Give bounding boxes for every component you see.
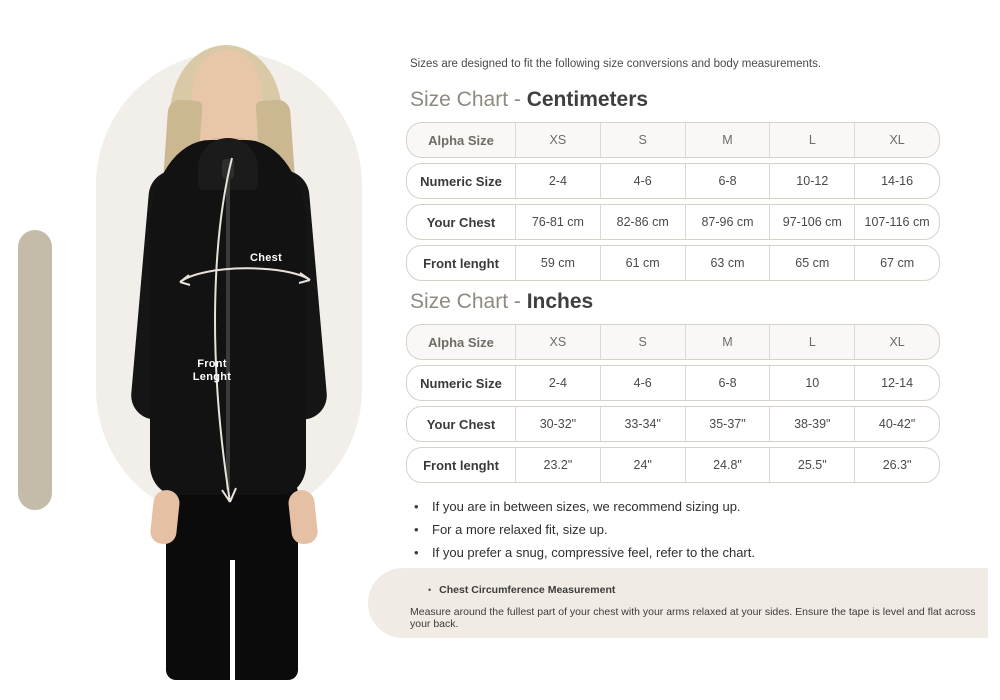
measurement-note-title: Chest Circumference Measurement <box>439 584 616 596</box>
table-cell: XL <box>854 325 939 359</box>
table-cell: 82-86 cm <box>600 205 685 239</box>
tip-text: For a more relaxed fit, size up. <box>432 522 608 537</box>
list-item <box>414 544 934 561</box>
table-cell: 26.3" <box>854 448 939 482</box>
table-cell: 33-34" <box>600 407 685 441</box>
table-cell: 4-6 <box>600 366 685 400</box>
table-cell: 4-6 <box>600 164 685 198</box>
how-to-measure-tab <box>18 230 52 510</box>
bullet-icon: • <box>414 499 419 514</box>
size-chart-in-title <box>410 290 940 314</box>
table-cell: 2-4 <box>515 366 600 400</box>
table-cell: S <box>600 325 685 359</box>
table-row <box>406 122 940 158</box>
table-cell: M <box>685 325 770 359</box>
table-cell: 10 <box>769 366 854 400</box>
table-cell: XS <box>515 123 600 157</box>
table-row <box>406 324 940 360</box>
table-cell: 2-4 <box>515 164 600 198</box>
row-label: Alpha Size <box>428 334 494 350</box>
tip-text: If you prefer a snug, compressive feel, refer to the chart. <box>432 545 755 560</box>
table-row <box>406 245 940 281</box>
table-cell: 61 cm <box>600 246 685 280</box>
table-cell: 40-42" <box>854 407 939 441</box>
table-cell: 35-37" <box>685 407 770 441</box>
table-row <box>406 365 940 401</box>
table-row <box>406 447 940 483</box>
table-row <box>406 406 940 442</box>
table-cell: 10-12 <box>769 164 854 198</box>
front-length-line-1: Front <box>197 358 227 370</box>
chest-annotation-label: Chest <box>250 252 283 264</box>
table-cell: 59 cm <box>515 246 600 280</box>
fit-tips-list <box>414 498 934 567</box>
row-label: Your Chest <box>426 214 496 230</box>
measurement-note-box <box>368 568 988 638</box>
bullet-icon: • <box>414 545 419 560</box>
table-cell: 38-39" <box>769 407 854 441</box>
table-row <box>406 163 940 199</box>
how-to-measure-panel <box>0 0 390 700</box>
front-length-line-2: Lenght <box>192 371 232 383</box>
table-cell: XS <box>515 325 600 359</box>
measurement-note-body: Measure around the fullest part of your chest with your arms relaxed at your sides. Ensure the tape is level and flat across your back. <box>410 606 976 630</box>
table-cell: 6-8 <box>685 366 770 400</box>
table-cell: 24.8" <box>685 448 770 482</box>
table-cell: 67 cm <box>854 246 939 280</box>
row-label: Numeric Size <box>420 375 502 391</box>
size-chart-cm-title <box>410 88 940 112</box>
front-length-measure-arrow-icon <box>196 150 296 530</box>
model-leg-gap <box>230 560 235 680</box>
table-cell: 97-106 cm <box>769 205 854 239</box>
table-cell: 65 cm <box>769 246 854 280</box>
table-cell: L <box>769 325 854 359</box>
table-cell: L <box>769 123 854 157</box>
table-cell: 63 cm <box>685 246 770 280</box>
table-cell: 30-32" <box>515 407 600 441</box>
row-label: Your Chest <box>426 416 496 432</box>
list-item <box>414 498 934 515</box>
table-cell: M <box>685 123 770 157</box>
tip-text: If you are in between sizes, we recommend sizing up. <box>432 499 741 514</box>
table-cell: 107-116 cm <box>854 205 939 239</box>
size-chart-centimeters <box>406 88 940 286</box>
table-cell: 6-8 <box>685 164 770 198</box>
table-cell: 24" <box>600 448 685 482</box>
size-chart-panel <box>398 0 1000 700</box>
table-cell: 87-96 cm <box>685 205 770 239</box>
product-photo <box>78 20 378 680</box>
row-label: Front lenght <box>423 255 499 271</box>
table-row <box>406 204 940 240</box>
size-chart-in-title-prefix: Size Chart - <box>410 290 527 313</box>
bullet-icon: • <box>414 522 419 537</box>
table-cell: 14-16 <box>854 164 939 198</box>
table-cell: 23.2" <box>515 448 600 482</box>
table-cell: 12-14 <box>854 366 939 400</box>
table-cell: 25.5" <box>769 448 854 482</box>
intro-text: Sizes are designed to fit the following size conversions and body measurements. <box>410 58 822 70</box>
size-chart-cm-title-prefix: Size Chart - <box>410 88 527 111</box>
table-cell: XL <box>854 123 939 157</box>
size-chart-inches <box>406 290 940 488</box>
row-label: Numeric Size <box>420 173 502 189</box>
row-label: Front lenght <box>423 457 499 473</box>
measurement-note-title-row <box>428 584 615 596</box>
table-cell: 76-81 cm <box>515 205 600 239</box>
size-chart-cm-title-unit: Centimeters <box>526 88 649 111</box>
row-label: Alpha Size <box>428 132 494 148</box>
size-chart-in-title-unit: Inches <box>526 290 594 313</box>
list-item <box>414 521 934 538</box>
front-length-annotation-label <box>182 358 242 384</box>
bullet-icon: • <box>428 585 432 595</box>
table-cell: S <box>600 123 685 157</box>
